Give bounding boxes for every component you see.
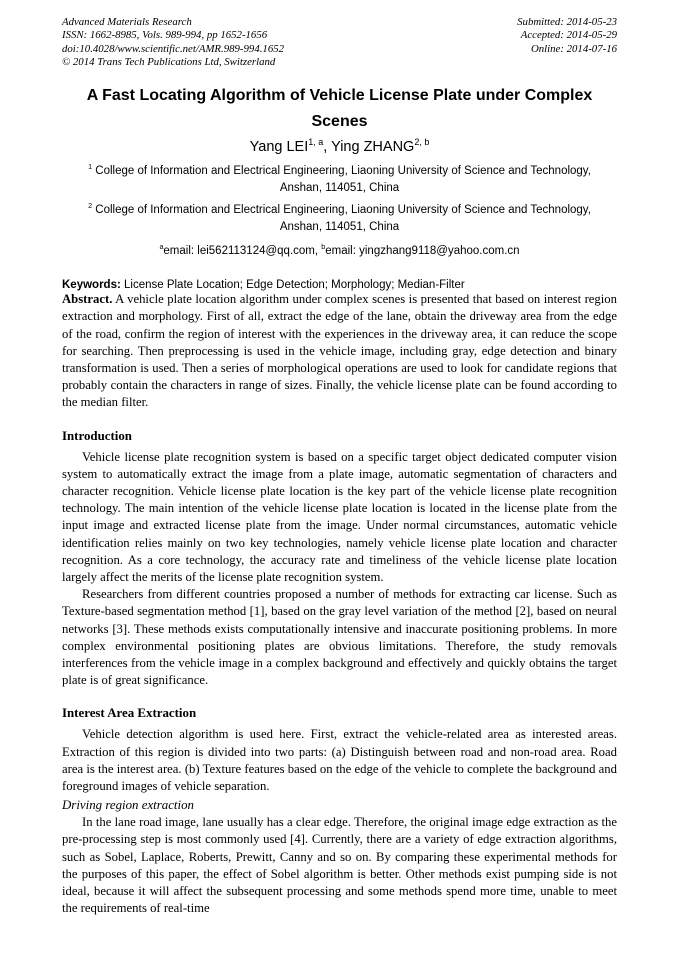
copyright-line: © 2014 Trans Tech Publications Ltd, Switzerland	[62, 55, 276, 68]
author-first: Yang LEI	[249, 139, 309, 156]
doi-line: doi:10.4028/www.scientific.net/AMR.989-994.1652	[62, 42, 285, 55]
introduction-paragraph-2: Researchers from different countries proposed a number of methods for extracting car license. Such as Texture-based segmentation method [1], based on the gray level variation of the method [2], based on neural networks [3]. These methods exists computationally intensive and inaccurate positioning problems. In more complex environmental positioning plates are obvious limitations. Therefore, the study removals interferences from the vehicle image in a complex background and effectively and quickly obtains the target plate is of great significance.	[62, 587, 617, 688]
accepted-date: Accepted: 2014-05-29	[520, 29, 617, 42]
issn-volume-line: ISSN: 1662-8985, Vols. 989-994, pp 1652-1656	[62, 29, 268, 42]
journal-header	[62, 16, 617, 69]
paper-title: A Fast Locating Algorithm of Vehicle License Plate under Complex Scenes	[86, 87, 593, 131]
affiliation-1-superscript: 1	[88, 163, 93, 172]
online-date: Online: 2014-07-16	[530, 42, 617, 55]
author-separator: ,	[323, 139, 332, 156]
abstract-label: Abstract.	[62, 292, 113, 307]
journal-info-block	[62, 16, 284, 69]
journal-name: Advanced Materials Research	[62, 16, 192, 28]
introduction-heading: Introduction	[62, 428, 132, 443]
author-first-superscript: 1, a	[308, 137, 324, 148]
submitted-date: Submitted: 2014-05-23	[517, 16, 617, 28]
keywords-label: Keywords:	[62, 279, 121, 292]
affiliation-2	[87, 202, 592, 235]
author-second: Ying ZHANG	[331, 139, 415, 156]
affiliation-1	[87, 163, 592, 196]
email-b-superscript: b	[321, 243, 326, 252]
email-b: email: yingzhang9118@yahoo.com.cn	[325, 245, 520, 258]
driving-region-subheading: Driving region extraction	[62, 798, 194, 813]
paper-body	[62, 291, 617, 917]
interest-area-paragraph: Vehicle detection algorithm is used here. First, extract the vehicle-related area as interested areas. Extraction of this region is divided into two parts: (a) Distinguish between road and non-road area. Road area is the interest area. (b) Texture features based on the edge of the vehicle to complete the background and foreground images of vehicle separation.	[62, 727, 617, 794]
email-a-superscript: a	[159, 243, 164, 252]
affiliation-2-text: College of Information and Electrical Engineering, Liaoning University of Science and Technology, Anshan, 114051, China	[92, 204, 591, 233]
affiliation-2-superscript: 2	[88, 202, 93, 211]
author-line	[62, 139, 617, 155]
email-line	[62, 245, 617, 257]
dates-block	[517, 16, 617, 69]
interest-area-heading: Interest Area Extraction	[62, 706, 197, 721]
author-second-superscript: 2, b	[414, 137, 430, 148]
keywords-line	[62, 279, 617, 291]
keywords-text: License Plate Location; Edge Detection; Morphology; Median-Filter	[120, 279, 465, 292]
abstract-text: A vehicle plate location algorithm under complex scenes is presented that based on interest region extraction and morphology. First of all, extract the edge of the lane, obtain the driveway area from the edge of the road, confirm the region of interest with the experiences in the driveway area, it can reduce the scope for searching. Then preprocessing is used in the vehicle image, including gray, edge detection and binary transformation is used. Then a series of morphological operations are used to look for candidate regions that probably contain the characters in range of sizes. Finally, the vehicle license plate can be found according to the median filter.	[62, 292, 617, 410]
email-a: email: lei562113124@qq.com,	[163, 245, 322, 258]
introduction-paragraph-1: Vehicle license plate recognition system is based on a specific target object dedicated computer vision system to automatically extract the image from a plate image, automatic segmentation of characters and character recognition. Vehicle license plate location is the key part of the vehicle license plate recognition technology. The main intention of the vehicle license plate location is located in the license plate from the input image and extracted license plate from the image. Under normal circumstances, automatic vehicle identification relies mainly on two key technologies, namely vehicle license plate location and character recognition. As a core technology, the accuracy rate and timeliness of the vehicle license plate location largely affect the merits of the license plate recognition system.	[62, 449, 617, 585]
driving-region-paragraph: In the lane road image, lane usually has a clear edge. Therefore, the original image edge extraction as the pre-processing step is most commonly used [4]. Currently, there are a variety of edge extraction algorithms, such as Sobel, Laplace, Roberts, Prewitt, Canny and so on. By comparing these experimental methods for the purposes of this paper, the effect of Sobel algorithm is better. Other methods exist pumping side is not ideal, because it will affect the subsequent processing and some methods spend more time, unable to meet the requirements of real-time	[62, 815, 617, 916]
affiliation-1-text: College of Information and Electrical Engineering, Liaoning University of Science and Technology, Anshan, 114051, China	[92, 165, 591, 194]
abstract-paragraph	[62, 291, 617, 411]
